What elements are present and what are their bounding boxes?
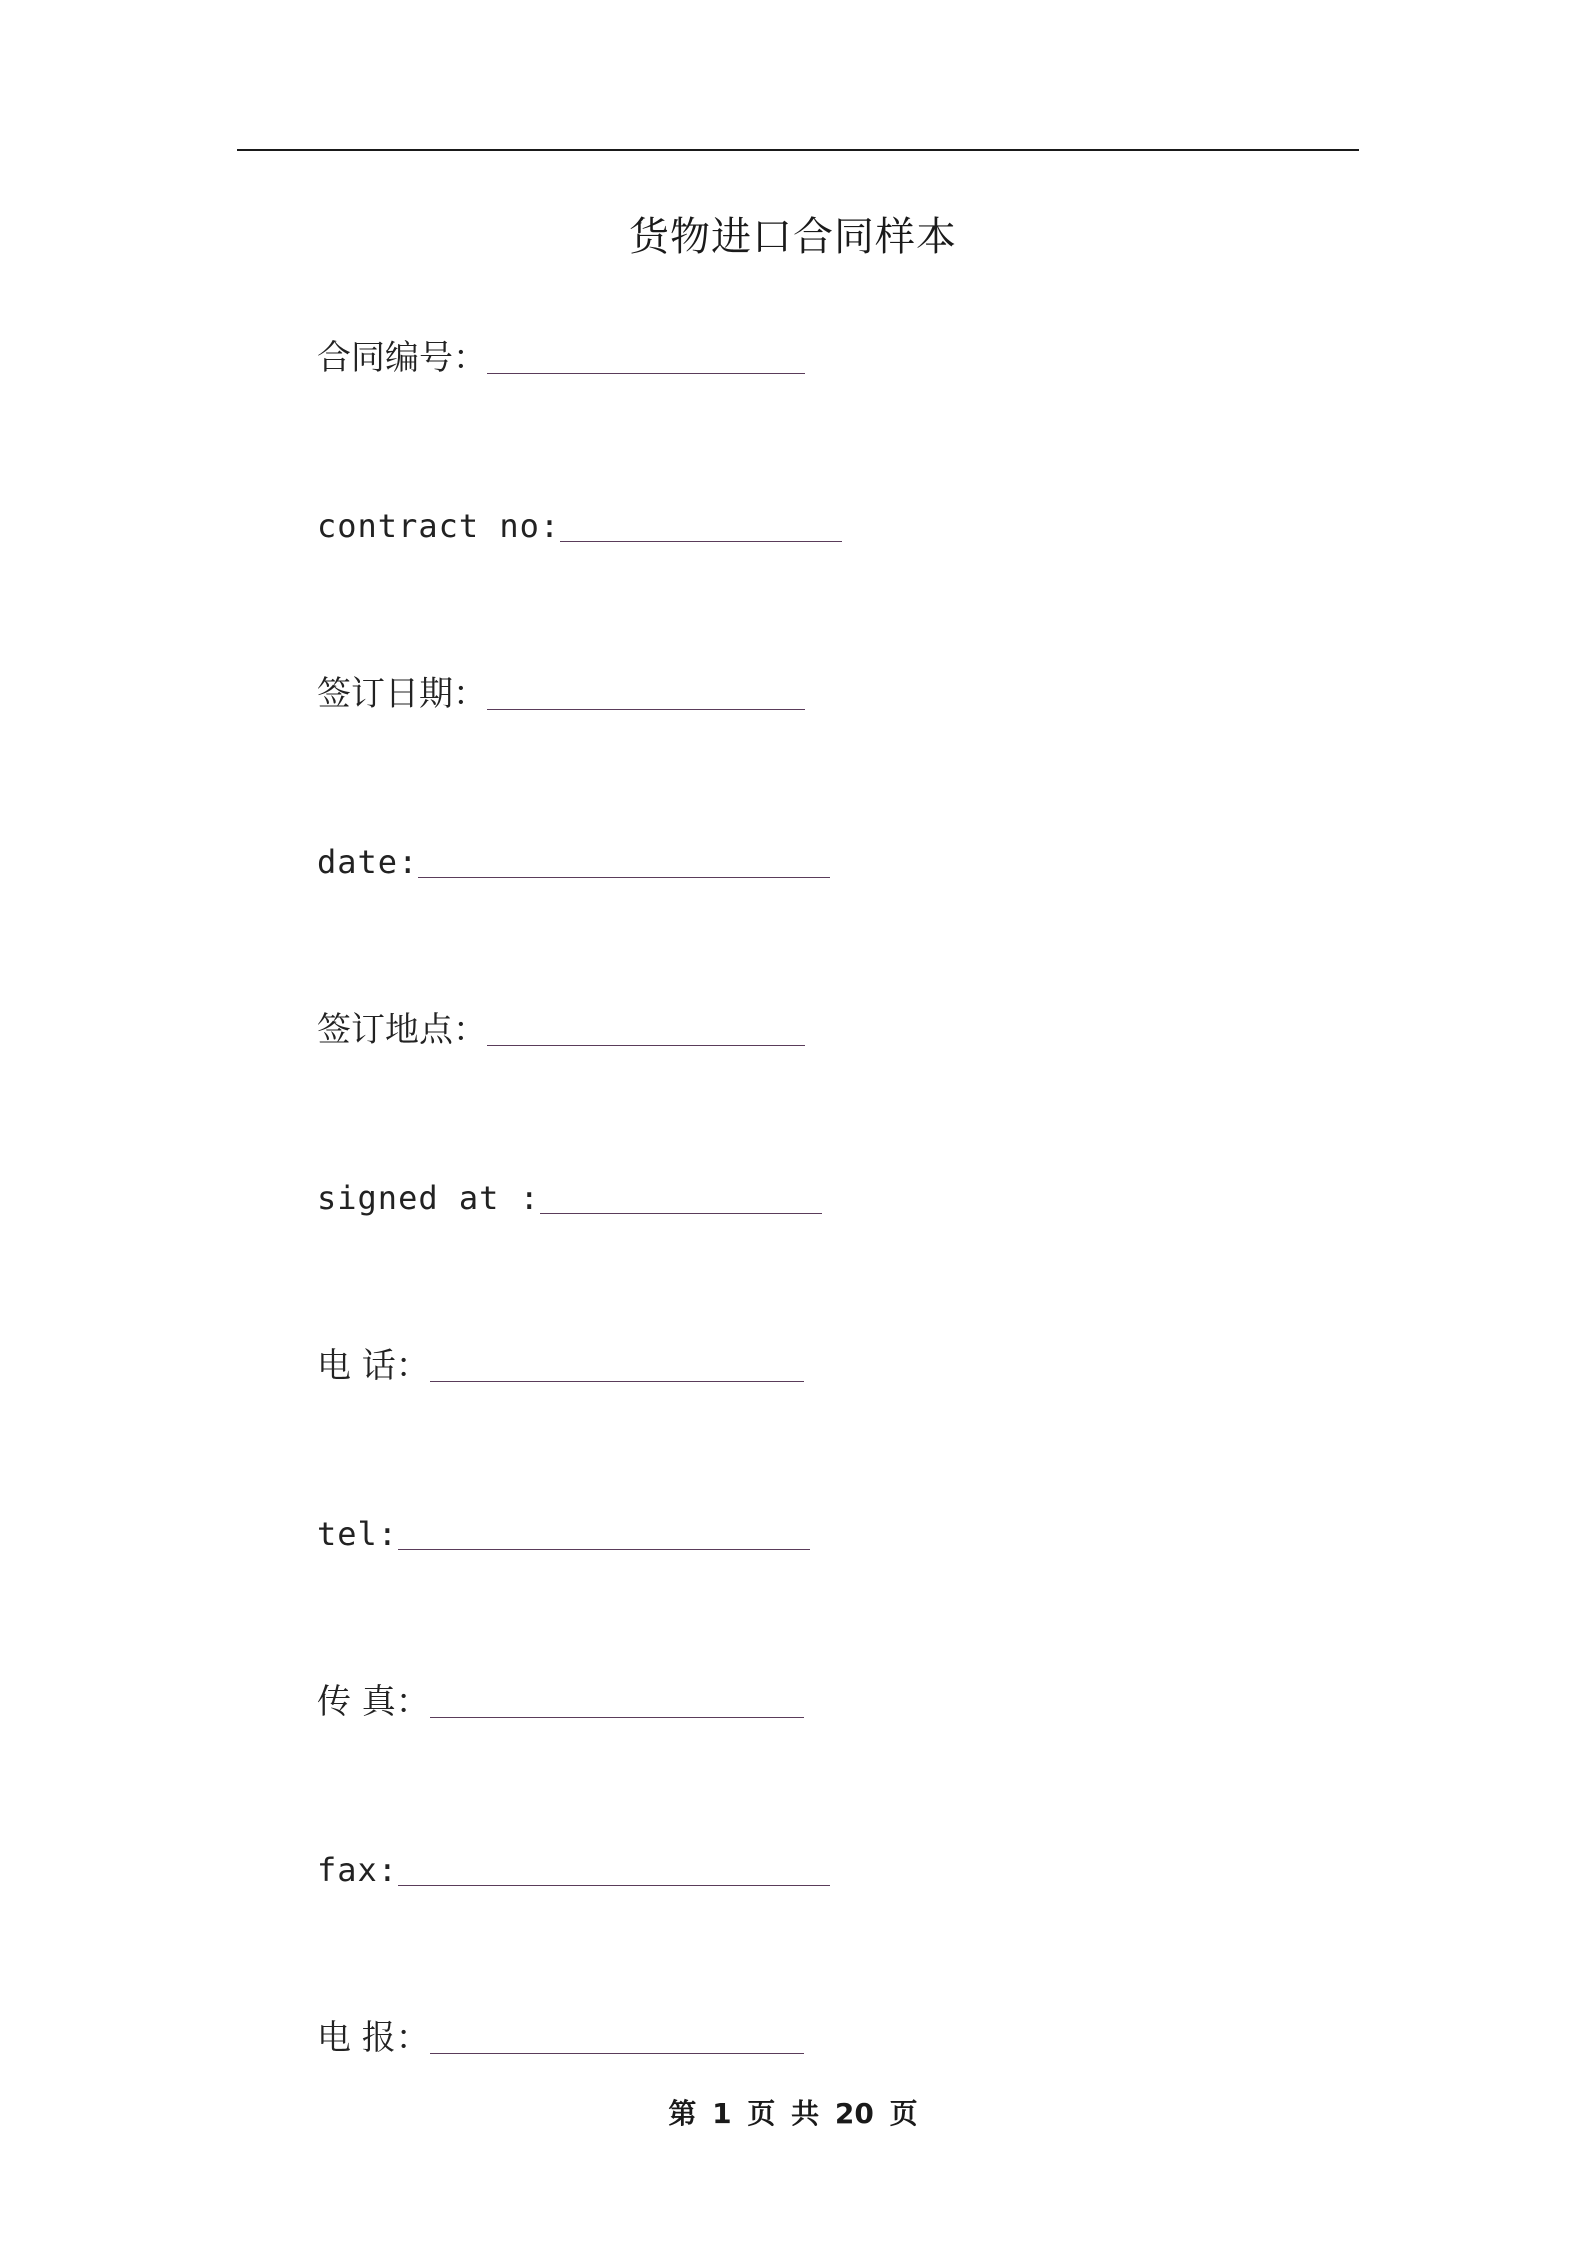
header-rule — [237, 149, 1359, 151]
blank-line[interactable] — [418, 877, 830, 878]
blank-line[interactable] — [398, 1885, 830, 1886]
blank-line[interactable] — [430, 1381, 804, 1382]
field-label: tel: — [317, 1515, 399, 1553]
field-date-en — [317, 830, 830, 882]
field-label: 电 话： — [317, 1346, 430, 1386]
blank-line[interactable] — [487, 709, 805, 710]
blank-line[interactable] — [398, 1549, 810, 1550]
field-phone-en — [317, 1502, 810, 1554]
field-label: 签订地点： — [317, 1010, 487, 1050]
field-label: 合同编号： — [317, 338, 487, 378]
field-fax-en — [317, 1838, 830, 1890]
field-label: 传 真： — [317, 1682, 430, 1722]
page-number-footer: 第 1 页 共 20 页 — [668, 2097, 918, 2130]
field-label: 签订日期： — [317, 674, 487, 714]
field-telegram-cn — [317, 2006, 804, 2058]
field-label: date: — [317, 843, 419, 881]
field-label: 电 报： — [317, 2018, 430, 2058]
blank-line[interactable] — [540, 1213, 822, 1214]
field-place-en — [317, 1166, 822, 1218]
blank-line[interactable] — [487, 373, 805, 374]
field-date-cn — [317, 662, 805, 714]
field-contract-no-en — [317, 494, 842, 546]
blank-line[interactable] — [430, 1717, 804, 1718]
field-fax-cn — [317, 1670, 804, 1722]
blank-line[interactable] — [430, 2053, 804, 2054]
field-label: signed at : — [317, 1179, 540, 1217]
document-title: 货物进口合同样本 — [629, 214, 957, 260]
field-label: contract no: — [317, 507, 561, 545]
blank-line[interactable] — [487, 1045, 805, 1046]
blank-line[interactable] — [560, 541, 842, 542]
field-place-cn — [317, 998, 805, 1050]
field-contract-no-cn — [317, 326, 805, 378]
field-phone-cn — [317, 1334, 804, 1386]
field-label: fax: — [317, 1851, 399, 1889]
